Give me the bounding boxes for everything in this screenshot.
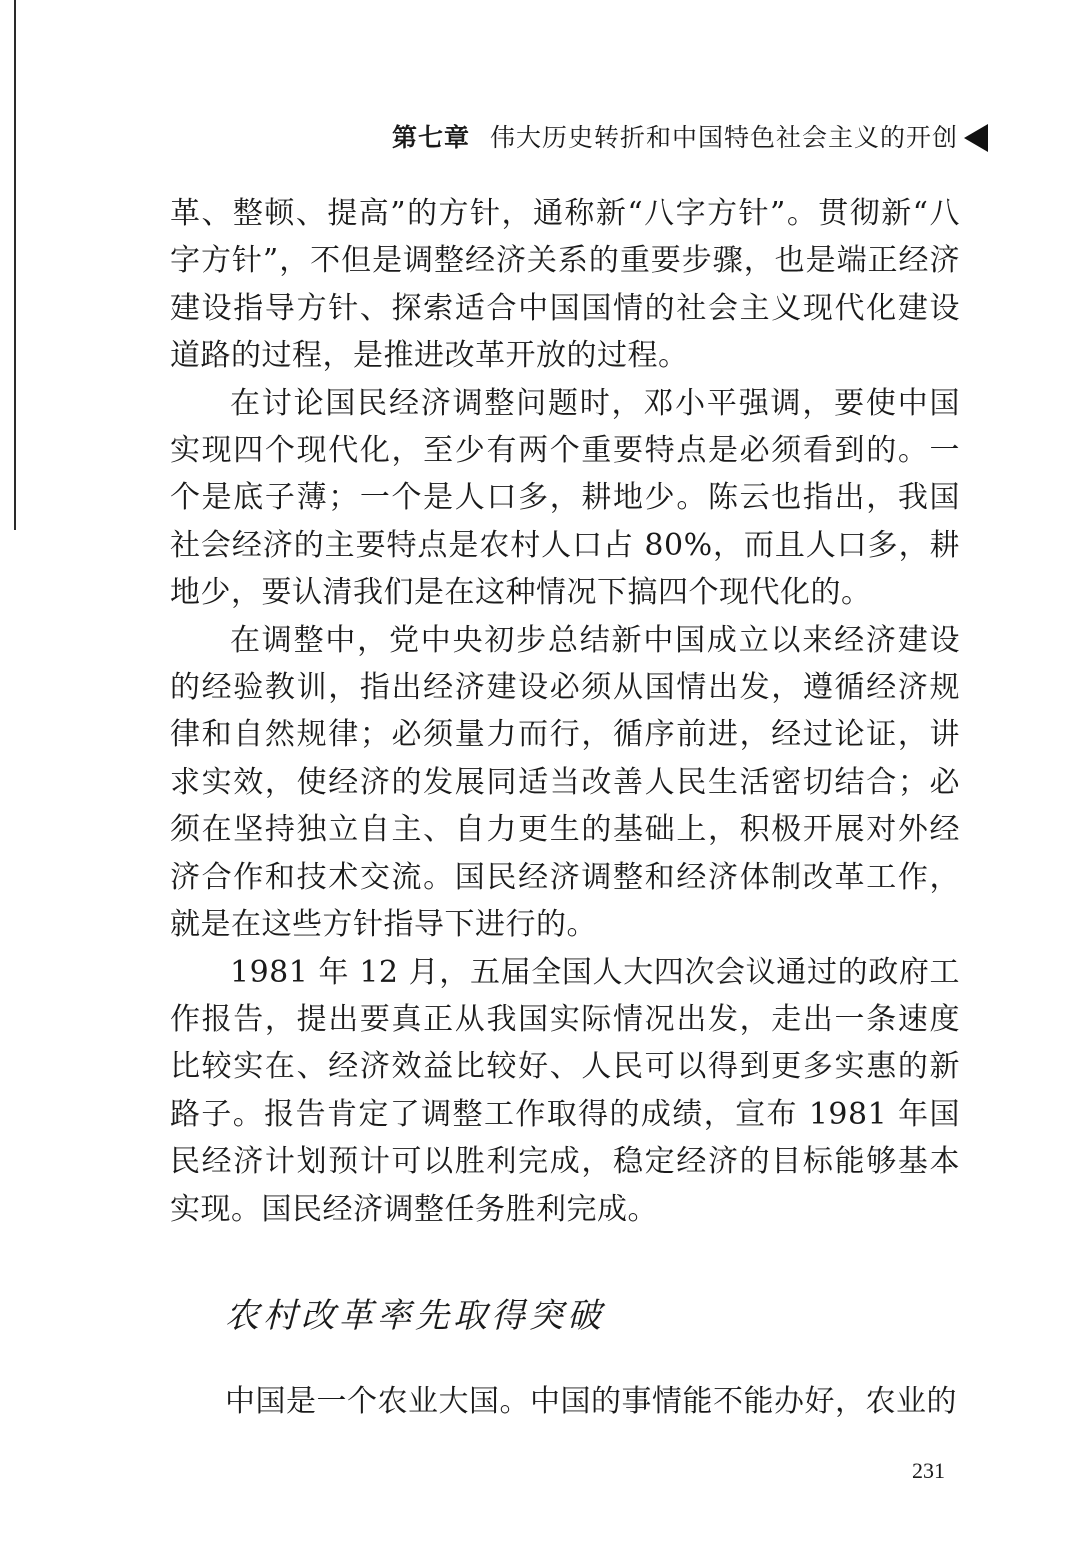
paragraph-continued: 革、整顿、提高”的方针，通称新“八字方针”。贯彻新“八字方针”，不但是调整经济关系的重要步骤，也是端正经济建设指导方针、探索适合中国国情的社会主义现代化建设道路的过程，是推进改革开放的过程。 [170, 196, 960, 374]
section-first-line: 中国是一个农业大国。中国的事情能不能办好，农业的 [225, 1384, 957, 1419]
chapter-label: 第七章 [391, 123, 470, 152]
chapter-title: 伟大历史转折和中国特色社会主义的开创 [489, 123, 958, 152]
page-number: 231 [912, 1458, 945, 1483]
paragraph: 在讨论国民经济调整问题时，邓小平强调，要使中国实现四个现代化，至少有两个重要特点是必须看到的。一个是底子薄；一个是人口多，耕地少。陈云也指出，我国社会经济的主要特点是农村人口占 80%，而且人口多，耕地少，要认清我们是在这种情况下搞四个现代化的。 [170, 385, 960, 611]
paragraph: 1981 年 12 月，五届全国人大四次会议通过的政府工作报告，提出要真正从我国实际情况出发，走出一条速度比较实在、经济效益比较好、人民可以得到更多实惠的新路子。报告肯定了调整工作取得的成绩，宣布 1981 年国民经济计划预计可以胜利完成，稳定经济的目标能够基本实现。国民经济调整任务胜利完成。 [170, 954, 960, 1227]
section-heading: 农村改革率先取得突破 [225, 1296, 605, 1336]
running-header [0, 118, 988, 158]
page-binding-line [14, 0, 16, 530]
paragraph: 在调整中，党中央初步总结新中国成立以来经济建设的经验教训，指出经济建设必须从国情出发，遵循经济规律和自然规律；必须量力而行，循序前进，经过论证，讲求实效，使经济的发展同适当改善人民生活密切结合；必须在坚持独立自主、自力更生的基础上，积极开展对外经济合作和技术交流。国民经济调整和经济体制改革工作，就是在这些方针指导下进行的。 [170, 622, 960, 943]
body-text [170, 190, 960, 1233]
header-arrow-icon [964, 124, 988, 152]
